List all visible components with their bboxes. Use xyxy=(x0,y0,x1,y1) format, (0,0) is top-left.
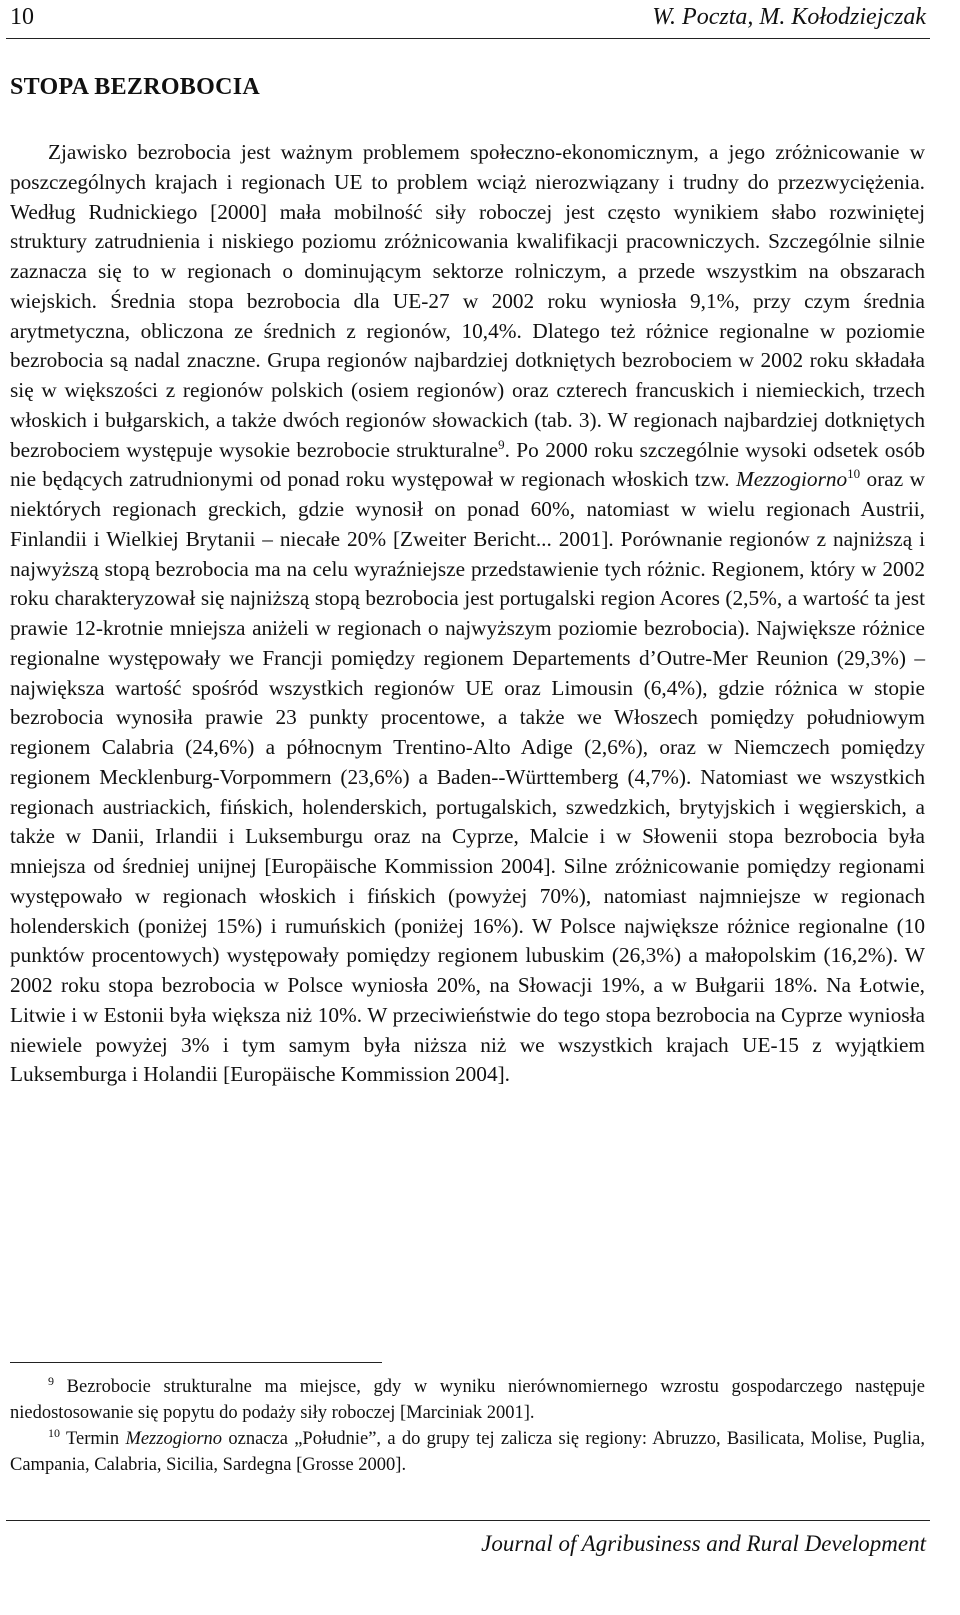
term-mezzogiorno: Mezzogiorno xyxy=(735,467,848,492)
footnote-text-part-2: oznacza „Południe”, a do grupy tej zalicza się regiony: Abruzzo, Basilicata, Molise, Puglia, Campania, Calabria, Sicilia, Sardegna [Grosse 2000]. xyxy=(10,1429,925,1475)
footnote-term: Mezzogiorno xyxy=(125,1429,223,1449)
footnote-10 xyxy=(10,1427,925,1478)
body-text xyxy=(10,138,925,1090)
section-heading: STOPA BEZROBOCIA xyxy=(10,74,260,100)
journal-name: Journal of Agribusiness and Rural Development xyxy=(481,1531,926,1556)
page-number: 10 xyxy=(10,4,34,30)
paragraph-text-part-1: Zjawisko bezrobocia jest ważnym problemem społeczno-ekonomicznym, a jego zróżnicowanie w poszczególnych krajach i regionach UE to problem wciąż nierozwiązany i trudny do przezwyciężenia. Według Rudnickiego [2000] mała mobilność siły roboczej jest często wynikiem słabo rozwiniętej struktury zatrudnienia i niskiego poziomu zróżnicowania kwalifikacji pracowniczych. Szczególnie silnie zaznacza się to w regionach o dominującym sektorze rolniczym, a przede wszystkim na obszarach wiejskich. Średnia stopa bezrobocia dla UE-27 w 2002 roku wyniosła 9,1%, przy czym średnia arytmetyczna, obliczona ze średnich z regionów, 10,4%. Dlatego też różnice regionalne w poziomie bezrobocia są nadal znaczne. Grupa regionów najbardziej dotkniętych bezrobociem w 2002 roku składała się w większości z regionów polskich (osiem regionów) oraz czterech francuskich i niemieckich, trzech włoskich i bułgarskich, a także dwóch regionów słowackich (tab. 3). W regionach najbardziej dotkniętych bezrobociem występuje wysokie bezrobocie strukturalne xyxy=(10,140,925,462)
footnote-number: 10 xyxy=(48,1426,60,1440)
paragraph-text-part-2: . Po 2000 roku szczególnie wysoki odsetek osób nie będących zatrudnionymi od ponad roku występował w regionach włoskich tzw. xyxy=(10,437,926,492)
footnote-number: 9 xyxy=(48,1374,54,1388)
page-header xyxy=(6,0,930,39)
footnote-text: Bezrobocie strukturalne ma miejsce, gdy w wyniku nierównomiernego wzrostu gospodarczego następuje niedostosowanie się popytu do podaży siły roboczej [Marciniak 2001]. xyxy=(10,1377,926,1423)
footnote-ref-9: 9 xyxy=(498,436,505,452)
running-head-authors: W. Poczta, M. Kołodziejczak xyxy=(652,4,926,30)
page-footer xyxy=(6,1520,930,1615)
footnotes xyxy=(10,1375,925,1478)
footnote-text-part-1: Termin xyxy=(65,1429,126,1449)
footnote-separator xyxy=(10,1362,382,1363)
footnote-ref-10: 10 xyxy=(847,466,861,482)
body-paragraph xyxy=(10,138,925,1090)
paragraph-text-part-3: oraz w niektórych regionach greckich, gdzie wynosił on ponad 60%, natomiast w wielu regionach Austrii, Finlandii i Wielkiej Brytanii – niecałe 20% [Zweiter Bericht... 2001]. Porównanie regionów z najniższą i najwyższą stopą bezrobocia ma na celu wyraźniejsze przedstawienie tych różnic. Regionem, który w 2002 roku charakteryzował się najniższą stopą bezrobocia jest portugalski region Acores (2,5%, a wartość ta jest prawie 12-krotnie mniejsza aniżeli w regionach o najwyższym poziomie bezrobocia). Największe różnice regionalne występowały we Francji pomiędzy regionem Departements d’Outre-Mer Reunion (29,3%) – największa wartość spośród wszystkich regionów UE oraz Limousin (6,4%), gdzie różnica w stopie bezrobocia wynosiła prawie 23 punkty procentowe, a także we Włoszech pomiędzy południowym regionem Calabria (24,6%) a północnym Trentino-Alto Adige (2,6%), oraz w Niemczech pomiędzy regionem Mecklenburg-Vorpommern (23,6%) a Baden--Württemberg (4,7%). Natomiast we wszystkich regionach austriackich, fińskich, holenderskich, portugalskich, szwedzkich, brytyjskich i węgierskich, a także w Danii, Irlandii i Luksemburgu oraz na Cyprze, Malcie i w Słowenii stopa bezrobocia była mniejsza od średniej unijnej [Europäische Kommission 2004]. Silne zróżnicowanie pomiędzy regionami występowało w regionach włoskich i fińskich (powyżej 70%), natomiast najmniejsze w regionach holenderskich (poniżej 15%) i rumuńskich (poniżej 16%). W Polsce największe różnice regionalne (10 punktów procentowych) występowały pomiędzy regionem lubuskim (26,3%) a małopolskim (16,2%). W 2002 roku stopa bezrobocia w Polsce wyniosła 20%, na Słowacji 19%, a w Bułgarii 18%. Na Łotwie, Litwie i w Estonii była większa niż 10%. W przeciwieństwie do tego stopa bezrobocia na Cyprze wyniosła niewiele powyżej 3% i tym samym była niższa niż we wszystkich krajach UE-15 z wyjątkiem Luksemburga i Holandii [Europäische Kommission 2004]. xyxy=(10,467,925,1087)
footnote-9 xyxy=(10,1375,925,1426)
